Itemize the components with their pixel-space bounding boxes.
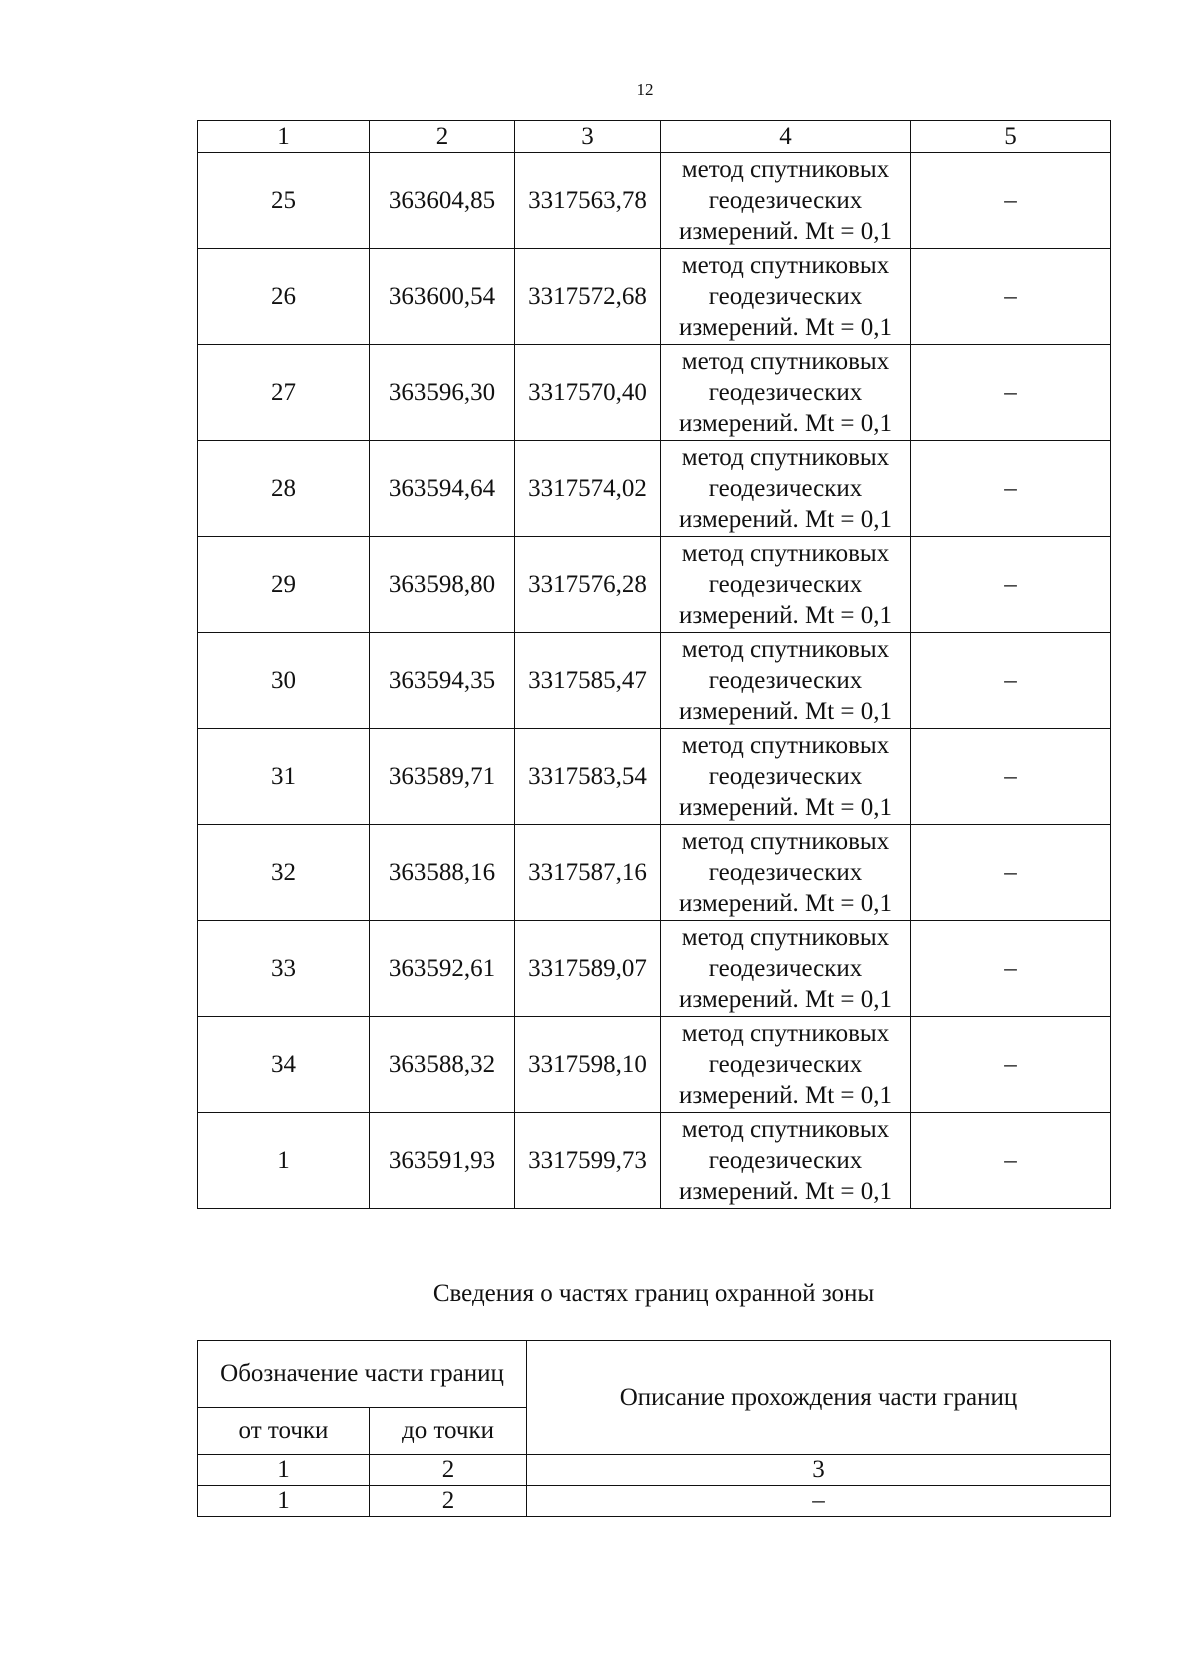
point-number-cell: 25 — [198, 153, 370, 249]
column-number: 2 — [370, 1455, 527, 1486]
note-cell: – — [911, 1113, 1111, 1209]
y-coordinate-cell: 3317583,54 — [515, 729, 661, 825]
y-coordinate-cell: 3317585,47 — [515, 633, 661, 729]
note-cell: – — [911, 249, 1111, 345]
method-cell: метод спутниковых геодезических измерений. Mt = 0,1 — [661, 249, 911, 345]
y-coordinate-cell: 3317563,78 — [515, 153, 661, 249]
column-number: 3 — [515, 121, 661, 153]
y-coordinate-cell: 3317599,73 — [515, 1113, 661, 1209]
note-cell: – — [911, 537, 1111, 633]
method-cell: метод спутниковых геодезических измерений. Mt = 0,1 — [661, 537, 911, 633]
x-coordinate-cell: 363588,32 — [370, 1017, 515, 1113]
column-number-row — [198, 1455, 1111, 1486]
section-title: Сведения о частях границ охранной зоны — [432, 1280, 875, 1307]
table-row — [198, 441, 1111, 537]
column-number-row — [198, 121, 1111, 153]
method-cell: метод спутниковых геодезических измерений. Mt = 0,1 — [661, 825, 911, 921]
point-number-cell: 27 — [198, 345, 370, 441]
table-row — [198, 921, 1111, 1017]
page-number: 12 — [636, 80, 654, 99]
to-point-header: до точки — [370, 1408, 527, 1455]
table-row — [198, 1486, 1111, 1517]
point-number-cell: 31 — [198, 729, 370, 825]
method-cell: метод спутниковых геодезических измерений. Mt = 0,1 — [661, 921, 911, 1017]
column-number: 1 — [198, 121, 370, 153]
designation-header: Обозначение части границ — [198, 1341, 527, 1408]
column-number: 1 — [198, 1455, 370, 1486]
description-cell: – — [527, 1486, 1111, 1517]
table-row — [198, 249, 1111, 345]
note-cell: – — [911, 825, 1111, 921]
x-coordinate-cell: 363604,85 — [370, 153, 515, 249]
x-coordinate-cell: 363594,64 — [370, 441, 515, 537]
column-number: 3 — [527, 1455, 1111, 1486]
table-row — [198, 153, 1111, 249]
note-cell: – — [911, 153, 1111, 249]
column-number: 5 — [911, 121, 1111, 153]
method-cell: метод спутниковых геодезических измерений. Mt = 0,1 — [661, 1113, 911, 1209]
y-coordinate-cell: 3317570,40 — [515, 345, 661, 441]
method-cell: метод спутниковых геодезических измерений. Mt = 0,1 — [661, 345, 911, 441]
x-coordinate-cell: 363592,61 — [370, 921, 515, 1017]
point-number-cell: 34 — [198, 1017, 370, 1113]
note-cell: – — [911, 921, 1111, 1017]
table-row — [198, 633, 1111, 729]
point-number-cell: 30 — [198, 633, 370, 729]
x-coordinate-cell: 363600,54 — [370, 249, 515, 345]
method-cell: метод спутниковых геодезических измерений. Mt = 0,1 — [661, 633, 911, 729]
note-cell: – — [911, 441, 1111, 537]
method-cell: метод спутниковых геодезических измерений. Mt = 0,1 — [661, 441, 911, 537]
x-coordinate-cell: 363598,80 — [370, 537, 515, 633]
from-point-header: от точки — [198, 1408, 370, 1455]
coordinates-table — [197, 120, 1111, 1209]
column-number: 2 — [370, 121, 515, 153]
note-cell: – — [911, 633, 1111, 729]
table-row — [198, 537, 1111, 633]
to-point-cell: 2 — [370, 1486, 527, 1517]
x-coordinate-cell: 363594,35 — [370, 633, 515, 729]
table-row — [198, 825, 1111, 921]
y-coordinate-cell: 3317598,10 — [515, 1017, 661, 1113]
x-coordinate-cell: 363588,16 — [370, 825, 515, 921]
note-cell: – — [911, 729, 1111, 825]
method-cell: метод спутниковых геодезических измерений. Mt = 0,1 — [661, 1017, 911, 1113]
x-coordinate-cell: 363589,71 — [370, 729, 515, 825]
y-coordinate-cell: 3317574,02 — [515, 441, 661, 537]
y-coordinate-cell: 3317587,16 — [515, 825, 661, 921]
point-number-cell: 28 — [198, 441, 370, 537]
table-row — [198, 729, 1111, 825]
x-coordinate-cell: 363596,30 — [370, 345, 515, 441]
point-number-cell: 32 — [198, 825, 370, 921]
point-number-cell: 29 — [198, 537, 370, 633]
y-coordinate-cell: 3317589,07 — [515, 921, 661, 1017]
y-coordinate-cell: 3317572,68 — [515, 249, 661, 345]
boundary-parts-table — [197, 1340, 1111, 1517]
column-number: 4 — [661, 121, 911, 153]
note-cell: – — [911, 345, 1111, 441]
point-number-cell: 1 — [198, 1113, 370, 1209]
method-cell: метод спутниковых геодезических измерений. Mt = 0,1 — [661, 729, 911, 825]
note-cell: – — [911, 1017, 1111, 1113]
x-coordinate-cell: 363591,93 — [370, 1113, 515, 1209]
point-number-cell: 26 — [198, 249, 370, 345]
y-coordinate-cell: 3317576,28 — [515, 537, 661, 633]
table-row — [198, 1017, 1111, 1113]
table-row — [198, 1113, 1111, 1209]
point-number-cell: 33 — [198, 921, 370, 1017]
table-row — [198, 345, 1111, 441]
description-header: Описание прохождения части границ — [527, 1341, 1111, 1455]
method-cell: метод спутниковых геодезических измерений. Mt = 0,1 — [661, 153, 911, 249]
from-point-cell: 1 — [198, 1486, 370, 1517]
